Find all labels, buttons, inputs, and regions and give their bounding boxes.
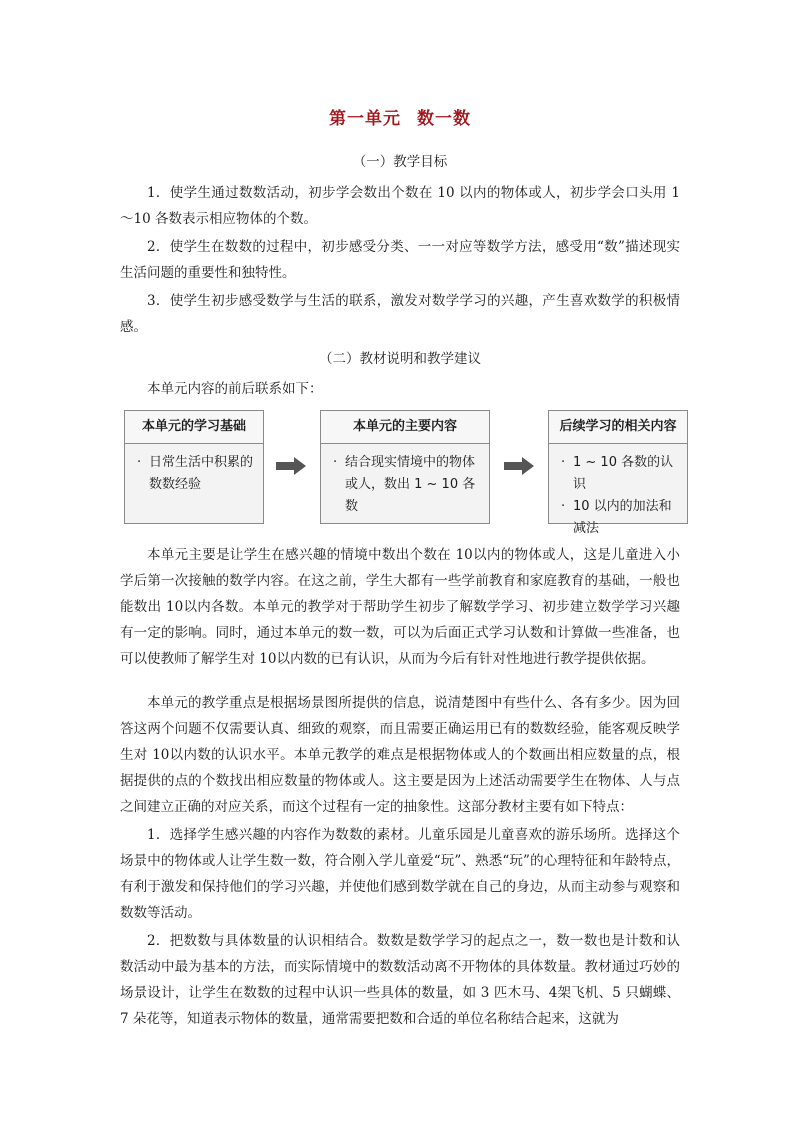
body-paragraph: 1．选择学生感兴趣的内容作为数数的素材。儿童乐园是儿童喜欢的游乐场所。选择这个场景中的物体或人让学生数一数，符合刚入学儿童爱“玩”、熟悉“玩”的心理特征和年龄特点，有利于激发和保持他们的学习兴趣，并使他们感到数学就在自己的身边，从而主动参与观察和数数等活动。 (120, 827, 680, 921)
flow-box-header: 本单元的学习基础 (125, 411, 263, 444)
flow-box-item: · 结合现实情境中的物体或人，数出 1 ~ 10 各数 (333, 452, 481, 518)
goal-paragraph: 1．使学生通过数数活动，初步学会数出个数在 10 以内的物体或人，初步学会口头用 1～10 各数表示相应物体的个数。 (120, 185, 680, 227)
flow-box-item: · 10 以内的加法和减法 (561, 496, 679, 540)
content-flow-diagram (120, 410, 690, 536)
body-paragraph: 本单元主要是让学生在感兴趣的情境中数出个数在 10以内的物体或人，这是儿童进入小学后第一次接触的数学内容。在这之前，学生大都有一些学前教育和家庭教育的基础，一般也能数出 10以内各数。本单元的教学对于帮助学生初步了解数学学习、初步建立数学学习兴趣有一定的影响。同时，通过本单元的数一数，可以为后面正式学习认数和计算做一些准备，也可以使教师了解学生对 10以内数的已有认识，从而为今后有针对性地进行教学提供依据。 (120, 547, 680, 667)
body-paragraph: 本单元的教学重点是根据场景图所提供的信息，说清楚图中有些什么、各有多少。因为回答这两个问题不仅需要认真、细致的观察，而且需要正确运用已有的数数经验，能客观反映学生对 10以内数的认识水平。本单元教学的难点是根据物体或人的个数画出相应数量的点，根据提供的点的个数找出相应数量的物体或人。这主要是因为上述活动需要学生在物体、人与点之间建立正确的对应关系，而这个过程有一定的抽象性。这部分教材主要有如下特点： (120, 695, 680, 815)
page-title (120, 104, 680, 129)
body-paragraph: 2．把数数与具体数量的认识相结合。数数是数学学习的起点之一，数一数也是计数和认数活动中最为基本的方法，而实际情境中的数数活动离不开物体的具体数量。教材通过巧妙的场景设计，让学生在数数的过程中认识一些具体的数量，如 3 匹木马、4架飞机、5 只蝴蝶、7 朵花等，知道表示物体的数量，通常需要把数和合适的单位名称结合起来，这就为 (120, 933, 680, 1027)
flow-box-foundation (124, 410, 264, 524)
flow-box-item: · 1 ~ 10 各数的认识 (561, 452, 679, 496)
flow-box-follow-up (548, 410, 688, 536)
section-heading-materials: （二）教材说明和教学建议 (319, 351, 481, 367)
goal-paragraph: 3．使学生初步感受数学与生活的联系，激发对数学学习的兴趣，产生喜欢数学的积极情感。 (120, 293, 680, 335)
flow-box-header: 本单元的主要内容 (321, 411, 489, 444)
arrow-right-icon (274, 456, 308, 476)
arrow-right-icon (502, 456, 536, 476)
goal-paragraph: 2．使学生在数数的过程中，初步感受分类、一一对应等数学方法，感受用“数”描述现实生活问题的重要性和独特性。 (120, 239, 680, 281)
title-topic: 数一数 (417, 109, 471, 129)
intro-paragraph: 本单元内容的前后联系如下： (147, 381, 323, 397)
section-heading-goals: （一）教学目标 (352, 154, 448, 170)
flow-box-item: · 日常生活中积累的数数经验 (137, 452, 255, 496)
title-unit: 第一单元 (329, 109, 401, 129)
flow-box-main-content (320, 410, 490, 524)
flow-box-header: 后续学习的相关内容 (549, 411, 687, 444)
